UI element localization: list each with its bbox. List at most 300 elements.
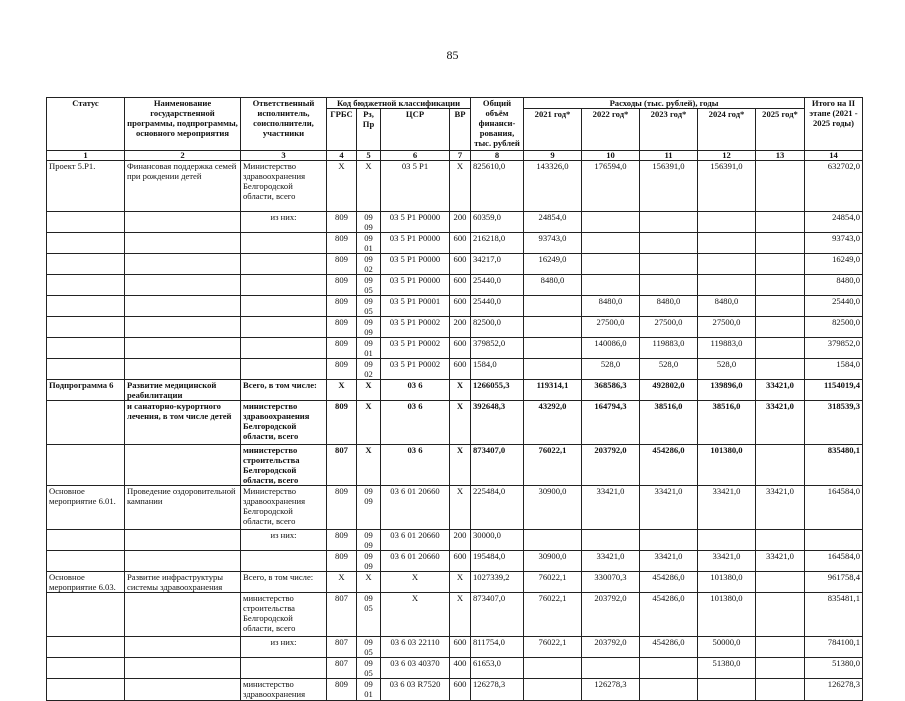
table-cell: 61653,0: [471, 658, 524, 679]
table-cell: [756, 317, 805, 338]
table-cell: 200: [450, 317, 471, 338]
header-responsible: Ответственный исполнитель, соисполнители, участники: [241, 98, 327, 151]
table-cell: [582, 658, 640, 679]
table-cell: 09 05: [357, 275, 381, 296]
table-cell: 807: [327, 637, 357, 658]
table-cell: [640, 233, 698, 254]
table-cell: [125, 338, 241, 359]
table-cell: Х: [327, 380, 357, 401]
table-cell: [582, 254, 640, 275]
table-cell: 140086,0: [582, 338, 640, 359]
table-cell: 82500,0: [471, 317, 524, 338]
column-number: 6: [381, 151, 450, 161]
header-name: Наименование государственной программы, подпрограммы, основного мероприятия: [125, 98, 241, 151]
table-cell: [47, 593, 125, 637]
table-cell: [47, 401, 125, 445]
column-number: 3: [241, 151, 327, 161]
table-cell: 784100,1: [805, 637, 863, 658]
table-cell: Х: [450, 401, 471, 445]
table-cell: Х: [357, 161, 381, 212]
table-cell: 09 09: [357, 530, 381, 551]
column-number: 2: [125, 151, 241, 161]
table-cell: из них:: [241, 530, 327, 551]
table-cell: 528,0: [640, 359, 698, 380]
table-cell: 09 09: [357, 317, 381, 338]
table-cell: [125, 658, 241, 679]
table-row: [47, 401, 863, 445]
table-cell: Х: [327, 572, 357, 593]
table-cell: [524, 658, 582, 679]
table-cell: 8480,0: [582, 296, 640, 317]
table-row: [47, 572, 863, 593]
column-number-row: [47, 151, 863, 161]
table-cell: Х: [357, 401, 381, 445]
table-cell: Финансовая поддержка семей при рождении детей: [125, 161, 241, 212]
table-cell: [524, 530, 582, 551]
table-cell: Х: [357, 380, 381, 401]
table-cell: Основное мероприятие 6.01.: [47, 486, 125, 530]
table-cell: 600: [450, 551, 471, 572]
table-cell: 03 5 Р1 Р0000: [381, 275, 450, 296]
table-cell: [756, 359, 805, 380]
table-row: [47, 593, 863, 637]
table-cell: 809: [327, 338, 357, 359]
table-cell: 600: [450, 679, 471, 701]
table-cell: 09 09: [357, 551, 381, 572]
table-cell: 24854,0: [524, 212, 582, 233]
table-cell: [756, 161, 805, 212]
table-cell: 03 5 Р1: [381, 161, 450, 212]
header-year-2021: 2021 год*: [524, 109, 582, 151]
table-cell: 30900,0: [524, 486, 582, 530]
table-cell: 809: [327, 359, 357, 380]
table-cell: 76022,1: [524, 445, 582, 486]
table-cell: 33421,0: [756, 401, 805, 445]
table-cell: Основное мероприятие 6.03.: [47, 572, 125, 593]
table-cell: 216218,0: [471, 233, 524, 254]
table-cell: [756, 658, 805, 679]
table-row: [47, 551, 863, 572]
table-cell: 03 6: [381, 380, 450, 401]
table-cell: 101380,0: [698, 445, 756, 486]
table-cell: Министерство здравоохранения Белгородской области, всего: [241, 161, 327, 212]
table-cell: 25440,0: [471, 275, 524, 296]
table-cell: 203792,0: [582, 445, 640, 486]
table-cell: 60359,0: [471, 212, 524, 233]
header-itogo: Итого на II этапе (2021 - 2025 годы): [805, 98, 863, 151]
table-cell: [756, 593, 805, 637]
table-cell: Х: [450, 161, 471, 212]
table-cell: 454286,0: [640, 445, 698, 486]
table-cell: 1027339,2: [471, 572, 524, 593]
table-cell: 03 6 01 20660: [381, 530, 450, 551]
table-row: [47, 275, 863, 296]
header-year-2023: 2023 год*: [640, 109, 698, 151]
table-cell: 873407,0: [471, 445, 524, 486]
table-cell: [47, 679, 125, 701]
table-cell: 16249,0: [805, 254, 863, 275]
table-cell: [756, 254, 805, 275]
table-cell: 400: [450, 658, 471, 679]
column-number: 12: [698, 151, 756, 161]
table-cell: 30000,0: [471, 530, 524, 551]
table-cell: 126278,3: [805, 679, 863, 701]
table-row: [47, 359, 863, 380]
table-cell: 156391,0: [698, 161, 756, 212]
table-cell: 176594,0: [582, 161, 640, 212]
header-year-2022: 2022 год*: [582, 109, 640, 151]
table-cell: 1584,0: [805, 359, 863, 380]
table-cell: Проведение оздоровительной кампании: [125, 486, 241, 530]
table-cell: [47, 317, 125, 338]
table-cell: 825610,0: [471, 161, 524, 212]
header-year-2025: 2025 год*: [756, 109, 805, 151]
table-cell: [47, 551, 125, 572]
table-cell: министерство здравоохранения Белгородской области, всего: [241, 401, 327, 445]
table-cell: 09 05: [357, 593, 381, 637]
table-cell: [241, 275, 327, 296]
table-cell: 03 6: [381, 401, 450, 445]
table-cell: 09 02: [357, 359, 381, 380]
table-cell: [698, 275, 756, 296]
table-cell: 34217,0: [471, 254, 524, 275]
table-cell: министерство строительства Белгородской области, всего: [241, 445, 327, 486]
table-cell: Х: [450, 486, 471, 530]
table-cell: [47, 233, 125, 254]
table-cell: 807: [327, 658, 357, 679]
table-cell: [524, 338, 582, 359]
table-cell: [241, 296, 327, 317]
table-cell: 16249,0: [524, 254, 582, 275]
table-cell: 809: [327, 275, 357, 296]
table-cell: 392648,3: [471, 401, 524, 445]
table-cell: [756, 530, 805, 551]
table-cell: [125, 445, 241, 486]
table-cell: 600: [450, 296, 471, 317]
table-cell: [125, 317, 241, 338]
table-cell: 33421,0: [640, 486, 698, 530]
header-vr: ВР: [450, 109, 471, 151]
table-cell: 139896,0: [698, 380, 756, 401]
table-cell: 33421,0: [756, 380, 805, 401]
table-cell: 379852,0: [805, 338, 863, 359]
table-cell: 76022,1: [524, 572, 582, 593]
table-cell: [805, 530, 863, 551]
table-cell: 51380,0: [805, 658, 863, 679]
table-cell: 528,0: [698, 359, 756, 380]
table-row: [47, 233, 863, 254]
table-cell: 835480,1: [805, 445, 863, 486]
column-number: 5: [357, 151, 381, 161]
table-cell: 03 5 Р1 Р0002: [381, 359, 450, 380]
table-cell: [241, 317, 327, 338]
header-total-volume: Общий объём финанси-рования, тыс. рублей: [471, 98, 524, 151]
table-cell: [524, 317, 582, 338]
table-cell: 09 05: [357, 296, 381, 317]
table-cell: [47, 658, 125, 679]
table-cell: [125, 359, 241, 380]
table-cell: 09 09: [357, 212, 381, 233]
budget-table: [46, 97, 863, 701]
table-cell: 195484,0: [471, 551, 524, 572]
table-row: [47, 445, 863, 486]
table-cell: 43292,0: [524, 401, 582, 445]
table-cell: [125, 254, 241, 275]
table-cell: [582, 275, 640, 296]
table-cell: [125, 233, 241, 254]
table-row: [47, 317, 863, 338]
table-cell: 454286,0: [640, 637, 698, 658]
table-cell: 835481,1: [805, 593, 863, 637]
table-cell: 82500,0: [805, 317, 863, 338]
table-cell: 873407,0: [471, 593, 524, 637]
table-cell: 811754,0: [471, 637, 524, 658]
table-body: [47, 161, 863, 701]
header-status: Статус: [47, 98, 125, 151]
table-cell: [47, 254, 125, 275]
table-cell: [640, 658, 698, 679]
table-cell: 51380,0: [698, 658, 756, 679]
table-cell: Х: [450, 380, 471, 401]
table-cell: 8480,0: [805, 275, 863, 296]
table-cell: [582, 212, 640, 233]
table-cell: 126278,3: [471, 679, 524, 701]
table-cell: 93743,0: [524, 233, 582, 254]
table-cell: 1266055,3: [471, 380, 524, 401]
column-number: 10: [582, 151, 640, 161]
table-cell: [698, 530, 756, 551]
table-cell: 38516,0: [698, 401, 756, 445]
table-cell: 03 6 03 22110: [381, 637, 450, 658]
table-cell: [698, 254, 756, 275]
table-cell: 632702,0: [805, 161, 863, 212]
column-number: 1: [47, 151, 125, 161]
table-cell: Х: [327, 161, 357, 212]
table-cell: Х: [381, 572, 450, 593]
table-cell: [241, 338, 327, 359]
table-cell: Х: [357, 445, 381, 486]
table-cell: 03 5 Р1 Р0002: [381, 317, 450, 338]
table-row: [47, 296, 863, 317]
table-cell: [241, 658, 327, 679]
table-cell: 164584,0: [805, 486, 863, 530]
table-row: [47, 530, 863, 551]
table-cell: 24854,0: [805, 212, 863, 233]
table-cell: 93743,0: [805, 233, 863, 254]
table-cell: [640, 212, 698, 233]
table-cell: 25440,0: [805, 296, 863, 317]
header-budget-code: Код бюджетной классификации: [327, 98, 471, 109]
table-cell: 809: [327, 486, 357, 530]
table-cell: [47, 445, 125, 486]
table-cell: [640, 530, 698, 551]
table-cell: [756, 233, 805, 254]
column-number: 4: [327, 151, 357, 161]
table-cell: 200: [450, 212, 471, 233]
table-cell: [640, 679, 698, 701]
table-row: [47, 161, 863, 212]
table-cell: 807: [327, 593, 357, 637]
column-number: 11: [640, 151, 698, 161]
table-row: [47, 380, 863, 401]
table-cell: Министерство здравоохранения Белгородской области, всего: [241, 486, 327, 530]
table-cell: [47, 530, 125, 551]
column-number: 13: [756, 151, 805, 161]
table-cell: 03 5 Р1 Р0000: [381, 233, 450, 254]
table-cell: 03 6 01 20660: [381, 486, 450, 530]
table-cell: 330070,3: [582, 572, 640, 593]
table-cell: 09 05: [357, 637, 381, 658]
table-cell: 09 01: [357, 233, 381, 254]
table-cell: 25440,0: [471, 296, 524, 317]
table-cell: [125, 530, 241, 551]
table-cell: 03 6: [381, 445, 450, 486]
table-cell: 600: [450, 359, 471, 380]
table-cell: 09 05: [357, 658, 381, 679]
table-cell: [756, 275, 805, 296]
table-cell: Развитие медицинской реабилитации: [125, 380, 241, 401]
table-cell: [125, 275, 241, 296]
table-cell: [582, 530, 640, 551]
table-cell: [640, 275, 698, 296]
table-cell: Х: [450, 572, 471, 593]
table-cell: [125, 296, 241, 317]
table-cell: [241, 551, 327, 572]
table-cell: Развитие инфраструктуры системы здравоохранения: [125, 572, 241, 593]
header-csr: ЦСР: [381, 109, 450, 151]
table-cell: и санаторно-курортного лечения, в том числе детей: [125, 401, 241, 445]
table-cell: 454286,0: [640, 572, 698, 593]
table-cell: 809: [327, 212, 357, 233]
table-cell: 809: [327, 233, 357, 254]
table-cell: 203792,0: [582, 637, 640, 658]
table-cell: [524, 679, 582, 701]
table-cell: [47, 359, 125, 380]
table-cell: [125, 212, 241, 233]
table-cell: 03 6 01 20660: [381, 551, 450, 572]
table-cell: 492802,0: [640, 380, 698, 401]
table-cell: [524, 359, 582, 380]
table-cell: [47, 338, 125, 359]
table-cell: 809: [327, 530, 357, 551]
table-cell: 8480,0: [640, 296, 698, 317]
table-cell: [756, 679, 805, 701]
table-row: [47, 212, 863, 233]
table-cell: 33421,0: [582, 551, 640, 572]
table-cell: 119883,0: [640, 338, 698, 359]
table-cell: из них:: [241, 212, 327, 233]
table-cell: [125, 551, 241, 572]
table-cell: 03 5 Р1 Р0001: [381, 296, 450, 317]
column-number: 9: [524, 151, 582, 161]
table-cell: 119883,0: [698, 338, 756, 359]
table-cell: 33421,0: [756, 486, 805, 530]
header-grbs: ГРБС: [327, 109, 357, 151]
table-cell: 809: [327, 551, 357, 572]
table-cell: 30900,0: [524, 551, 582, 572]
table-cell: [756, 338, 805, 359]
table-cell: 03 5 Р1 Р0002: [381, 338, 450, 359]
header-year-2024: 2024 год*: [698, 109, 756, 151]
table-cell: 225484,0: [471, 486, 524, 530]
table-cell: 09 02: [357, 254, 381, 275]
table-cell: 600: [450, 275, 471, 296]
table-cell: 1154019,4: [805, 380, 863, 401]
table-row: [47, 338, 863, 359]
table-cell: 101380,0: [698, 593, 756, 637]
table-cell: Х: [450, 445, 471, 486]
table-cell: [698, 679, 756, 701]
table-cell: 600: [450, 637, 471, 658]
table-row: [47, 254, 863, 275]
table-cell: [756, 296, 805, 317]
table-cell: 1584,0: [471, 359, 524, 380]
table-cell: 09 01: [357, 338, 381, 359]
table-row: [47, 679, 863, 701]
table-cell: [756, 572, 805, 593]
table-cell: [698, 233, 756, 254]
table-cell: [241, 233, 327, 254]
column-number: 7: [450, 151, 471, 161]
table-cell: 143326,0: [524, 161, 582, 212]
table-cell: 600: [450, 233, 471, 254]
table-cell: 200: [450, 530, 471, 551]
table-cell: 50000,0: [698, 637, 756, 658]
table-cell: 03 5 Р1 Р0000: [381, 212, 450, 233]
table-cell: Проект 5.Р1.: [47, 161, 125, 212]
table-cell: министерство строительства Белгородской области, всего: [241, 593, 327, 637]
table-cell: Х: [450, 593, 471, 637]
table-cell: [582, 233, 640, 254]
table-cell: [756, 445, 805, 486]
table-cell: [640, 254, 698, 275]
table-cell: 33421,0: [698, 486, 756, 530]
table-cell: 809: [327, 401, 357, 445]
table-cell: 454286,0: [640, 593, 698, 637]
table-cell: 03 5 Р1 Р0000: [381, 254, 450, 275]
table-cell: Х: [357, 572, 381, 593]
table-cell: 809: [327, 679, 357, 701]
table-cell: 33421,0: [756, 551, 805, 572]
table-cell: 126278,3: [582, 679, 640, 701]
table-row: [47, 658, 863, 679]
table-cell: 38516,0: [640, 401, 698, 445]
table-cell: 809: [327, 296, 357, 317]
header-expenses: Расходы (тыс. рублей), годы: [524, 98, 805, 109]
table-cell: 33421,0: [582, 486, 640, 530]
table-cell: 27500,0: [582, 317, 640, 338]
table-cell: Х: [381, 593, 450, 637]
table-cell: 600: [450, 254, 471, 275]
table-cell: 119314,1: [524, 380, 582, 401]
table-cell: [125, 679, 241, 701]
table-cell: из них:: [241, 637, 327, 658]
table-cell: 961758,4: [805, 572, 863, 593]
table-cell: [524, 296, 582, 317]
table-cell: 33421,0: [698, 551, 756, 572]
table-cell: 03 6 03 R7520: [381, 679, 450, 701]
table-cell: 203792,0: [582, 593, 640, 637]
table-cell: 33421,0: [640, 551, 698, 572]
table-cell: 09 01: [357, 679, 381, 701]
table-cell: 164794,3: [582, 401, 640, 445]
table-cell: 27500,0: [640, 317, 698, 338]
column-number: 8: [471, 151, 524, 161]
table-cell: 156391,0: [640, 161, 698, 212]
table-cell: 318539,3: [805, 401, 863, 445]
table-cell: Подпрограмма 6: [47, 380, 125, 401]
table-cell: 528,0: [582, 359, 640, 380]
